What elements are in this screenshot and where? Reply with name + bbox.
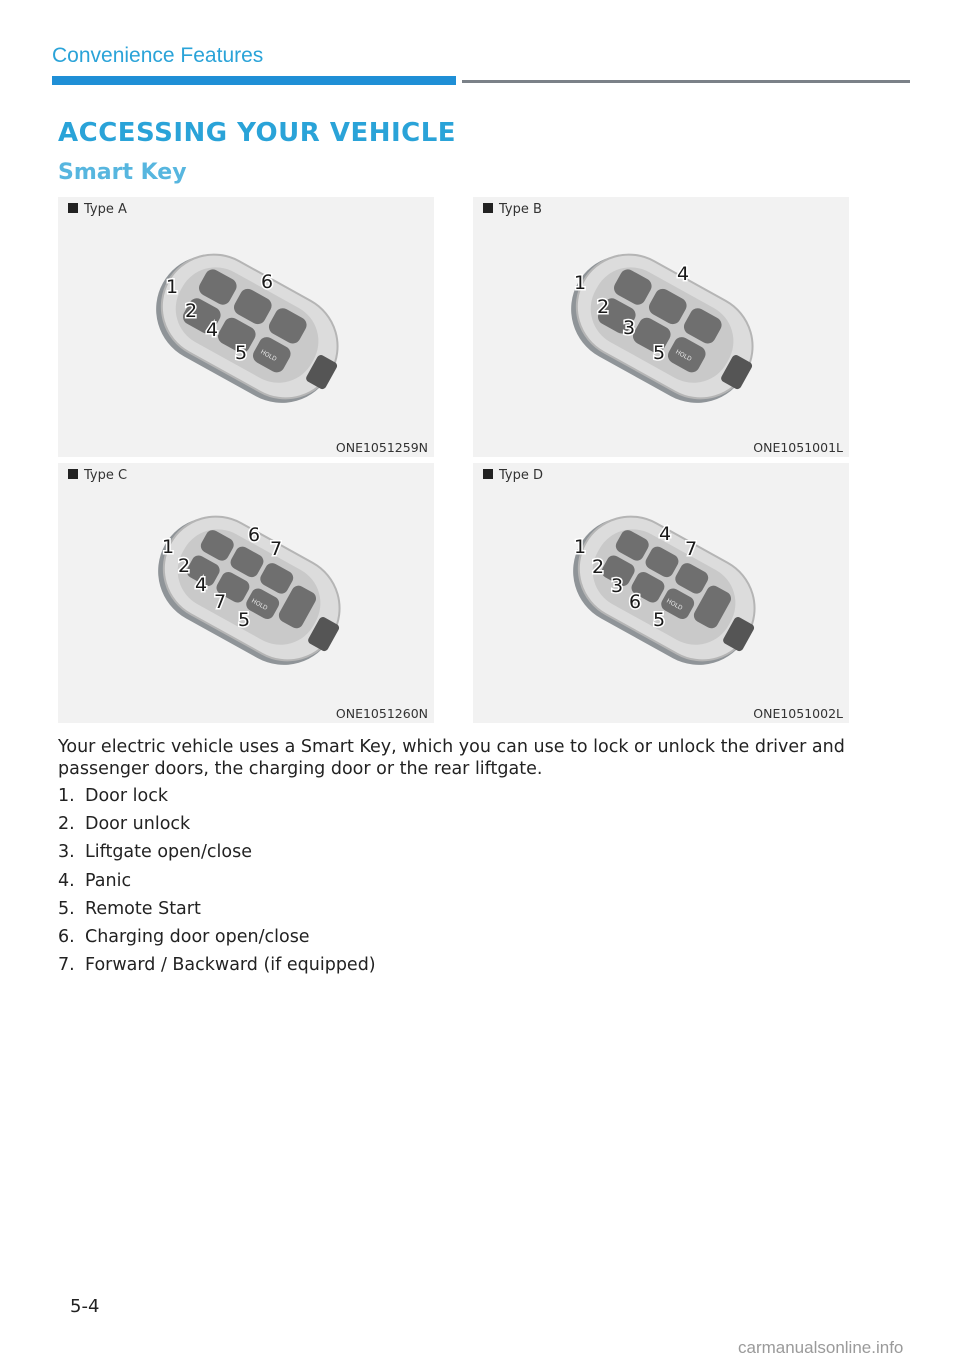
panel-image-code: ONE1051259N bbox=[335, 440, 428, 455]
hold-label: HOLD bbox=[665, 597, 684, 612]
callout-number: 3 bbox=[623, 317, 636, 339]
callout-number: 3 bbox=[611, 575, 624, 597]
callout-number: 5 bbox=[653, 342, 666, 364]
callout-number: 1 bbox=[574, 536, 587, 558]
page-number: 5-4 bbox=[70, 1296, 100, 1317]
bullet-square-icon bbox=[68, 469, 78, 479]
hold-label: HOLD bbox=[259, 348, 278, 363]
callout-number: 5 bbox=[238, 609, 251, 631]
hold-label: HOLD bbox=[674, 348, 693, 363]
list-item: 6. Charging door open/close bbox=[58, 926, 310, 947]
button-function-list bbox=[58, 784, 376, 981]
section-subtitle: Smart Key bbox=[58, 160, 187, 185]
callout-number: 6 bbox=[261, 271, 274, 293]
bullet-square-icon bbox=[483, 203, 493, 213]
callout-number: 2 bbox=[597, 296, 610, 318]
callout-number: 2 bbox=[592, 556, 605, 578]
list-item: 3. Liftgate open/close bbox=[58, 842, 252, 863]
callout-number: 4 bbox=[195, 574, 208, 596]
callout-number: 7 bbox=[270, 538, 283, 560]
key-panel-type-d bbox=[473, 463, 849, 723]
panel-image-code: ONE1051260N bbox=[335, 706, 428, 721]
section-header: Convenience Features bbox=[52, 44, 264, 67]
callout-number: 6 bbox=[248, 524, 261, 546]
smart-key-illustration-c bbox=[58, 463, 434, 723]
panel-type-label: Type B bbox=[483, 202, 542, 217]
bullet-square-icon bbox=[68, 203, 78, 213]
callout-number: 4 bbox=[659, 523, 672, 545]
callout-number: 1 bbox=[162, 536, 175, 558]
callout-number: 7 bbox=[214, 591, 227, 613]
bullet-square-icon bbox=[483, 469, 493, 479]
hold-label: HOLD bbox=[250, 597, 269, 612]
header-rule-blue bbox=[52, 76, 456, 85]
callout-number: 6 bbox=[629, 591, 642, 613]
key-panel-type-c bbox=[58, 463, 434, 723]
list-item: 7. Forward / Backward (if equipped) bbox=[58, 955, 376, 976]
list-item: 5. Remote Start bbox=[58, 898, 201, 919]
list-item: 4. Panic bbox=[58, 870, 132, 891]
callout-number: 5 bbox=[653, 609, 666, 631]
list-item: 1. Door lock bbox=[58, 786, 168, 806]
callout-number: 7 bbox=[685, 538, 698, 560]
key-panel-type-b bbox=[473, 197, 849, 457]
panel-type-label: Type A bbox=[68, 202, 127, 217]
callout-number: 1 bbox=[166, 276, 179, 298]
callout-number: 1 bbox=[574, 272, 587, 294]
panel-image-code: ONE1051002L bbox=[753, 706, 843, 721]
smart-key-illustration-b bbox=[473, 197, 849, 457]
smart-key-illustration-d bbox=[473, 463, 849, 723]
page-title: ACCESSING YOUR VEHICLE bbox=[58, 118, 457, 148]
list-item: 2. Door unlock bbox=[58, 814, 191, 835]
callout-number: 5 bbox=[235, 342, 248, 364]
smart-key-illustration-a bbox=[58, 197, 434, 457]
callout-number: 4 bbox=[206, 319, 219, 341]
panel-image-code: ONE1051001L bbox=[753, 440, 843, 455]
callout-number: 4 bbox=[677, 263, 690, 285]
callout-number: 2 bbox=[178, 555, 191, 577]
intro-paragraph: Your electric vehicle uses a Smart Key, which you can use to lock or unlock the driver and passenger doors, the charging door or the rear liftgate. bbox=[58, 737, 845, 779]
header-rule-gray bbox=[462, 80, 910, 83]
key-panel-type-a bbox=[58, 197, 434, 457]
panel-type-label: Type C bbox=[68, 468, 127, 483]
panel-type-label: Type D bbox=[483, 468, 543, 483]
callout-number: 2 bbox=[185, 300, 198, 322]
watermark: carmanualsonline.info bbox=[738, 1338, 904, 1357]
